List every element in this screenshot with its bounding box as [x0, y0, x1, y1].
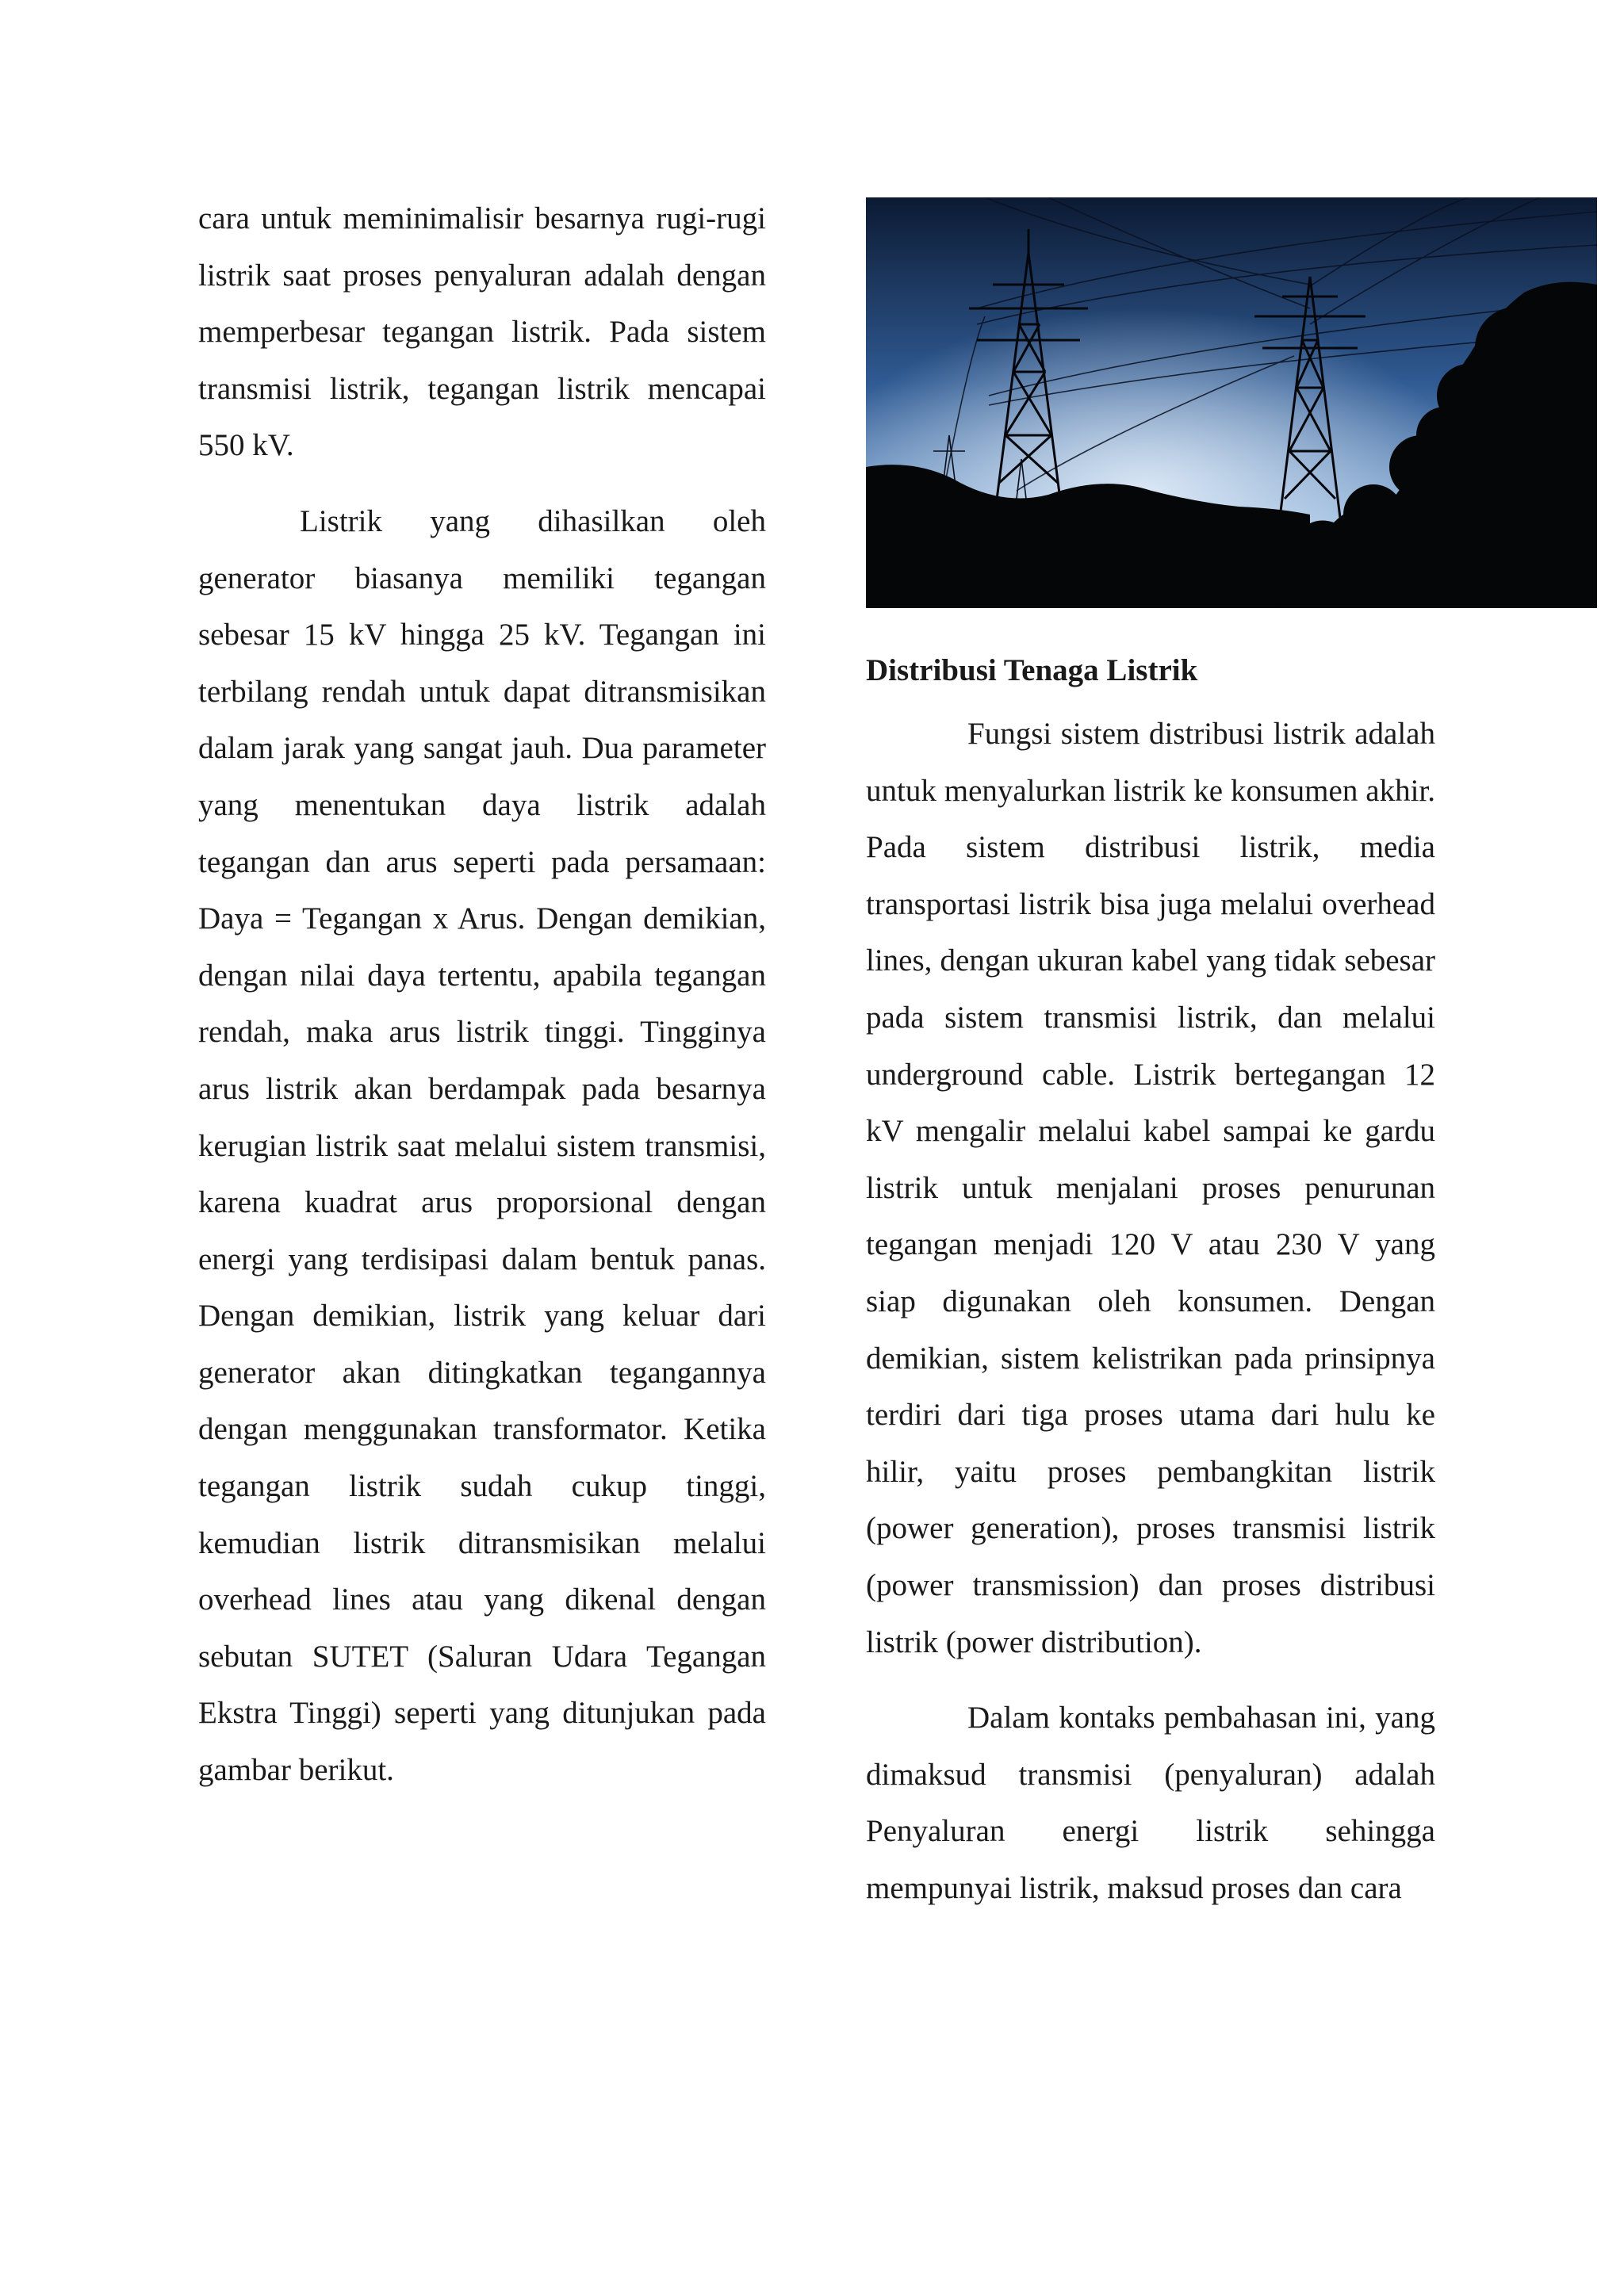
paragraph-voltage-intro: cara untuk meminimalisir besarnya rugi-rugi listrik saat proses penyaluran adalah dengan memperbesar tegangan listrik. Pada sistem transmisi listrik, tegangan listrik mencapai 550 kV.	[198, 201, 766, 463]
transmission-tower-photo	[866, 197, 1597, 608]
section-heading: Distribusi Tenaga Listrik	[866, 653, 1198, 687]
paragraph-generator-voltage: Listrik yang dihasilkan oleh generator biasanya memiliki tegangan sebesar 15 kV hingga 25 kV. Tegangan ini terbilang rendah untuk dapat ditransmisikan dalam jarak yang sangat jauh. Dua parameter yang menentukan daya listrik adalah tegangan dan arus seperti pada persamaan: Daya = Tegangan x Arus. Dengan demikian, dengan nilai daya tertentu, apabila tegangan rendah, maka arus listrik tinggi. Tingginya arus listrik akan berdampak pada besarnya kerugian listrik saat melalui sistem transmisi, karena kuadrat arus proporsional dengan energi yang terdisipasi dalam bentuk panas. Dengan demikian, listrik yang keluar dari generator akan ditingkatkan tegangannya dengan menggunakan transformator. Ketika tegangan listrik sudah cukup tinggi, kemudian listrik ditransmisikan melalui overhead lines atau yang dikenal dengan sebutan SUTET (Saluran Udara Tegangan Ekstra Tinggi) seperti yang ditunjukan pada gambar berikut.	[198, 503, 766, 1788]
right-column	[866, 706, 1435, 1916]
left-column	[198, 190, 766, 1799]
paragraph-transmission-context: Dalam kontaks pembahasan ini, yang dimaksud transmisi (penyaluran) adalah Penyaluran energi listrik sehingga mempunyai listrik, maksud proses dan cara	[866, 1701, 1435, 1905]
paragraph-distribution-function: Fungsi sistem distribusi listrik adalah untuk menyalurkan listrik ke konsumen akhir. Pada sistem distribusi listrik, media transportasi listrik bisa juga melalui overhead lines, dengan ukuran kabel yang tidak sebesar pada sistem transmisi listrik, dan melalui underground cable. Listrik bertegangan 12 kV mengalir melalui kabel sampai ke gardu listrik untuk menjalani proses penurunan tegangan menjadi 120 V atau 230 V yang siap digunakan oleh konsumen. Dengan demikian, sistem kelistrikan pada prinsipnya terdiri dari tiga proses utama dari hulu ke hilir, yaitu proses pembangkitan listrik (power generation), proses transmisi listrik (power transmission) dan proses distribusi listrik (power distribution).	[866, 717, 1435, 1659]
